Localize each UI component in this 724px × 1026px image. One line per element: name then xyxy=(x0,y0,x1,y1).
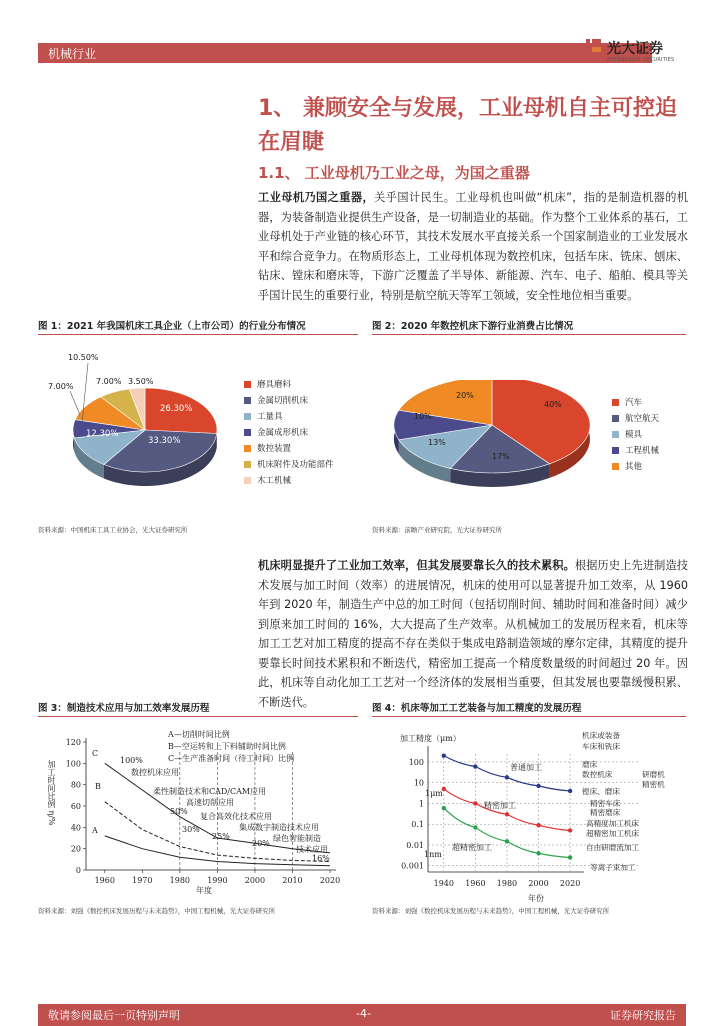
fig3-annot-composite: 复合高效化技术应用 xyxy=(200,812,272,821)
legend-item xyxy=(612,426,659,442)
fig4-y-tick-label: 100 xyxy=(408,757,424,767)
brand-name-en: EVERBRIGHT SECURITIES xyxy=(607,57,675,63)
fig4-x-tick-label: 2020 xyxy=(559,879,581,888)
fig3-y-tick-label: 40 xyxy=(70,823,81,833)
legend-swatch xyxy=(244,477,251,484)
footer-disclaimer: 敬请参阅最后一页特别声明 xyxy=(48,1009,180,1022)
header-section: 机械行业 xyxy=(48,47,97,61)
fig4-series-point xyxy=(473,801,477,805)
fig4-series-point xyxy=(568,828,572,832)
legend-label: 磨具磨料 xyxy=(257,380,292,390)
fig4-right-label-4: 研磨机 xyxy=(642,770,665,779)
legend-swatch xyxy=(612,463,619,470)
fig4-right-label-9: 高精度加工机床 xyxy=(586,819,640,828)
figure-3-rule xyxy=(38,716,358,717)
fig1-label-tools: 12.30% xyxy=(86,429,119,439)
fig3-annot-100: 100% xyxy=(120,756,143,765)
fig3-x-tick-label: 2000 xyxy=(244,876,266,885)
legend-item xyxy=(244,408,334,424)
fig4-series-point xyxy=(505,775,509,779)
figure-1-source: 资料来源：中国机床工具工业协会，光大证券研究所 xyxy=(38,526,188,534)
paragraph-2 xyxy=(258,556,688,712)
figure-4-rule xyxy=(372,716,686,717)
figure-1-leader-lines xyxy=(60,355,140,425)
fig4-y-tick-label: 0.1 xyxy=(411,820,424,830)
fig3-y-tick-label: 60 xyxy=(70,802,81,811)
legend-item xyxy=(244,392,334,408)
fig3-legend-b: B—空运转和上下料辅助时间比例 xyxy=(168,742,286,751)
legend-swatch xyxy=(244,461,251,468)
fig1-label-accessories: 7.00% xyxy=(96,377,122,386)
header-bar xyxy=(38,43,652,63)
legend-label: 金属切削机床 xyxy=(257,396,309,406)
fig4-region-ultra: 超精密加工 xyxy=(452,843,492,852)
legend-swatch xyxy=(612,447,619,454)
fig4-x-tick-label: 1980 xyxy=(496,879,518,888)
brand-mark-icon xyxy=(585,37,603,63)
legend-item xyxy=(244,472,334,488)
fig4-x-tick-label: 2000 xyxy=(528,879,549,888)
fig4-y-tick-label: 1 xyxy=(418,799,424,809)
fig4-region-normal: 普通加工 xyxy=(510,763,542,772)
fig4-right-label-6: 镗床、磨床 xyxy=(582,787,620,796)
footer-bar xyxy=(38,1004,686,1026)
figure-4-line-chart xyxy=(372,722,688,902)
legend-item xyxy=(612,442,659,458)
legend-label: 航空航天 xyxy=(625,414,660,424)
fig3-region-a: A xyxy=(92,826,98,835)
legend-label: 工量具 xyxy=(257,412,283,422)
legend-item xyxy=(244,440,334,456)
legend-label: 数控装置 xyxy=(257,444,292,454)
paragraph-2-lead: 机床明显提升了工业加工效率，但其发展要靠长久的技术累积。 xyxy=(258,559,575,572)
fig4-series-point xyxy=(473,825,477,829)
legend-label: 木工机械 xyxy=(257,476,292,486)
fig1-label-wood: 3.50% xyxy=(128,377,154,386)
legend-label: 汽车 xyxy=(625,398,643,408)
fig3-y-tick-label: 0 xyxy=(75,866,81,875)
fig1-label-woodworking-callout: 10.50% xyxy=(68,353,99,362)
figure-1-title: 图 1：2021 年我国机床工具企业（上市公司）的行业分布情况 xyxy=(38,321,306,332)
fig3-y-tick-label: 80 xyxy=(70,780,81,790)
fig1-label-cutting: 33.30% xyxy=(148,436,181,446)
fig3-y-tick-label: 20 xyxy=(70,844,81,854)
fig4-series-point xyxy=(442,806,446,810)
figure-3-source: 资料来源：刘强《数控机床发展历程与未来趋势》，中国工程机械，光大证券研究所 xyxy=(38,907,276,915)
fig3-region-b: B xyxy=(95,782,101,791)
fig4-right-label-0: 机床或装备 xyxy=(582,731,620,740)
fig4-x-tick-label: 1940 xyxy=(433,879,454,888)
figure-3-title: 图 3：制造技术应用与加工效率发展历程 xyxy=(38,703,210,714)
fig3-annot-digital: 集成数字制造技术应用 xyxy=(239,823,319,832)
legend-label: 金属成形机床 xyxy=(257,428,309,438)
legend-item xyxy=(612,394,659,410)
fig4-series-point xyxy=(568,789,572,793)
fig3-legend-a: A—切削时间比例 xyxy=(168,730,230,739)
legend-swatch xyxy=(612,431,619,438)
legend-label: 模具 xyxy=(625,430,643,440)
legend-swatch xyxy=(244,381,251,388)
legend-item xyxy=(244,376,334,392)
fig3-annot-20: 20% xyxy=(252,839,270,848)
figure-1-rule xyxy=(38,334,358,335)
fig2-label-auto: 40% xyxy=(544,400,562,409)
fig4-right-label-12: 等离子束加工 xyxy=(590,863,636,872)
fig4-point-1nm: 1nm xyxy=(424,850,442,859)
legend-swatch xyxy=(244,413,251,420)
figure-2-source: 资料来源：前瞻产业研究院，光大证券研究所 xyxy=(372,526,502,534)
legend-swatch xyxy=(612,399,619,406)
fig2-label-machinery: 10% xyxy=(414,412,432,421)
fig2-label-mold: 13% xyxy=(428,438,446,447)
fig4-x-tick-label: 1960 xyxy=(465,879,486,888)
fig4-right-label-5: 精密机 xyxy=(642,780,665,789)
figure-2-legend xyxy=(612,394,659,474)
footer-page-number: -4- xyxy=(356,1007,371,1020)
figure-4-title: 图 4：机床等加工工艺装备与加工精度的发展历程 xyxy=(372,703,582,714)
legend-item xyxy=(244,456,334,472)
fig4-right-label-10: 超精密加工机床 xyxy=(586,829,640,838)
fig4-right-label-3: 数控机床 xyxy=(582,770,613,779)
fig3-x-tick-label: 1980 xyxy=(169,876,191,885)
brand-name-cn: 光大证券 xyxy=(607,41,663,57)
fig1-label-forming: 7.00% xyxy=(48,382,74,391)
fig3-x-tick-label: 1990 xyxy=(207,876,228,885)
figure-1-legend xyxy=(244,376,334,488)
fig3-y-tick-label: 120 xyxy=(65,738,81,747)
fig4-right-label-8: 精密磨床 xyxy=(590,808,621,817)
legend-swatch xyxy=(244,397,251,404)
fig4-series-point xyxy=(505,812,509,816)
fig4-series-point xyxy=(473,764,477,768)
fig3-ylabel: 加工时间比例 η/% xyxy=(47,760,56,826)
fig2-label-other: 20% xyxy=(456,391,474,400)
fig3-annot-green: 绿色智能制造 xyxy=(273,834,321,843)
fig4-y-tick-label: 0.01 xyxy=(406,840,424,850)
fig4-series-point xyxy=(442,753,446,757)
fig3-y-tick-label: 100 xyxy=(65,759,81,769)
fig4-series-point xyxy=(536,851,540,855)
fig3-annot-30: 30% xyxy=(182,825,200,834)
legend-label: 工程机械 xyxy=(625,446,660,456)
heading-level-2: 1.1、 工业母机乃工业之母，为国之重器 xyxy=(258,164,530,182)
figure-2-pie-chart xyxy=(392,380,602,495)
fig4-series-point xyxy=(568,855,572,859)
fig4-y-tick-label: 10 xyxy=(413,778,424,788)
paragraph-2-body: 根据历史上先进制造技术发展与加工时间（效率）的进展情况，机床的使用可以显著提升加工效率，从 1960 年到 2020 年，制造生产中总的加工时间（包括切削时间、辅助时间和准备时间）减少到原来加工时间的 16%，大大提高了生产效率。从机械加工的发展历程来看，机床等加工工艺对加工精度的提高不存在类似于集成电路制造领域的摩尔定律，其精度的提升要靠长时间技术累积和不断迭代，精密加工提高一个精度数量级的时间超过 20 年。因此，机床等自动化加工工艺对一个经济体的发展相当重要，但其发展也要靠缓慢积累、不断迭代。 xyxy=(258,559,688,709)
legend-swatch xyxy=(612,415,619,422)
fig3-annot-nc: 数控机床应用 xyxy=(131,768,179,777)
fig3-annot-16: 16% xyxy=(312,854,330,863)
legend-item xyxy=(612,410,659,426)
fig3-annot-green-2: 技术应用 xyxy=(296,845,328,854)
fig3-x-tick-label: 2010 xyxy=(282,876,303,885)
fig4-series-point xyxy=(536,784,540,788)
fig1-label-abrasive: 26.30% xyxy=(160,404,193,414)
fig4-series-line xyxy=(444,756,570,791)
fig3-annot-50: 50% xyxy=(170,807,188,816)
legend-swatch xyxy=(244,445,251,452)
fig3-x-tick-label: 1960 xyxy=(94,876,115,885)
legend-swatch xyxy=(244,429,251,436)
fig4-right-label-1: 车床和铣床 xyxy=(582,742,620,751)
legend-item xyxy=(612,458,659,474)
fig3-x-tick-label: 1970 xyxy=(132,876,153,885)
fig4-ylabel: 加工精度（μm） xyxy=(400,734,461,743)
fig3-region-c: C xyxy=(92,749,99,758)
fig3-legend-c: C—生产准备时间（待工时间）比例 xyxy=(168,754,295,763)
fig4-right-label-2: 磨床 xyxy=(582,760,598,769)
fig4-y-tick-label: 0.001 xyxy=(401,861,424,871)
fig2-label-aero: 17% xyxy=(492,452,510,461)
fig3-x-tick-label: 2020 xyxy=(319,876,341,885)
figure-4-source: 资料来源：刘强《数控机床发展历程与未来趋势》，中国工程机械，光大证券研究所 xyxy=(372,907,610,915)
figure-2-title: 图 2：2020 年数控机床下游行业消费占比情况 xyxy=(372,321,574,332)
paragraph-1-body: 关乎国计民生。工业母机也叫做“机床”，指的是制造机器的机器，为装备制造业提供生产设备，是一切制造业的基础。作为整个工业体系的基石，工业母机处于产业链的核心环节，其技术发展水平直接关系一个国家制造业的工业发展水平和综合竞争力。在物质形态上，工业母机体现为数控机床，包括车床、铣床、刨床、钻床、镗床和磨床等，下游广泛覆盖了半导体、新能源、汽车、电子、船舶、模具等关乎国计民生的重要行业，特别是航空航天等军工领域，安全性地位相当重要。 xyxy=(258,191,688,302)
fig4-series-point xyxy=(505,839,509,843)
fig4-region-precision: 精密加工 xyxy=(484,801,516,810)
fig3-annot-fms: 柔性制造技术和CAD/CAM应用 xyxy=(153,787,267,796)
fig4-right-label-7: 精密车床 xyxy=(590,799,621,808)
legend-label: 机床附件及功能部件 xyxy=(257,460,334,470)
paragraph-1-lead: 工业母机乃国之重器， xyxy=(258,191,375,204)
legend-item xyxy=(244,424,334,440)
fig4-series-point xyxy=(536,823,540,827)
fig3-annot-25: 25% xyxy=(212,832,230,841)
fig4-xlabel: 年份 xyxy=(528,894,544,903)
fig3-xlabel: 年度 xyxy=(196,886,212,895)
heading-level-1: 1、 兼顾安全与发展，工业母机自主可控迫在眉睫 xyxy=(258,96,677,155)
footer-report-type: 证券研究报告 xyxy=(610,1009,676,1022)
figure-2-rule xyxy=(372,334,686,335)
fig4-right-label-11: 自由研磨流加工 xyxy=(586,843,640,852)
brand-logo xyxy=(585,37,685,69)
fig4-point-1um: 1μm xyxy=(425,789,443,798)
legend-label: 其他 xyxy=(625,462,643,472)
fig3-annot-hsc: 高速切削应用 xyxy=(186,798,234,807)
paragraph-1 xyxy=(258,188,688,305)
